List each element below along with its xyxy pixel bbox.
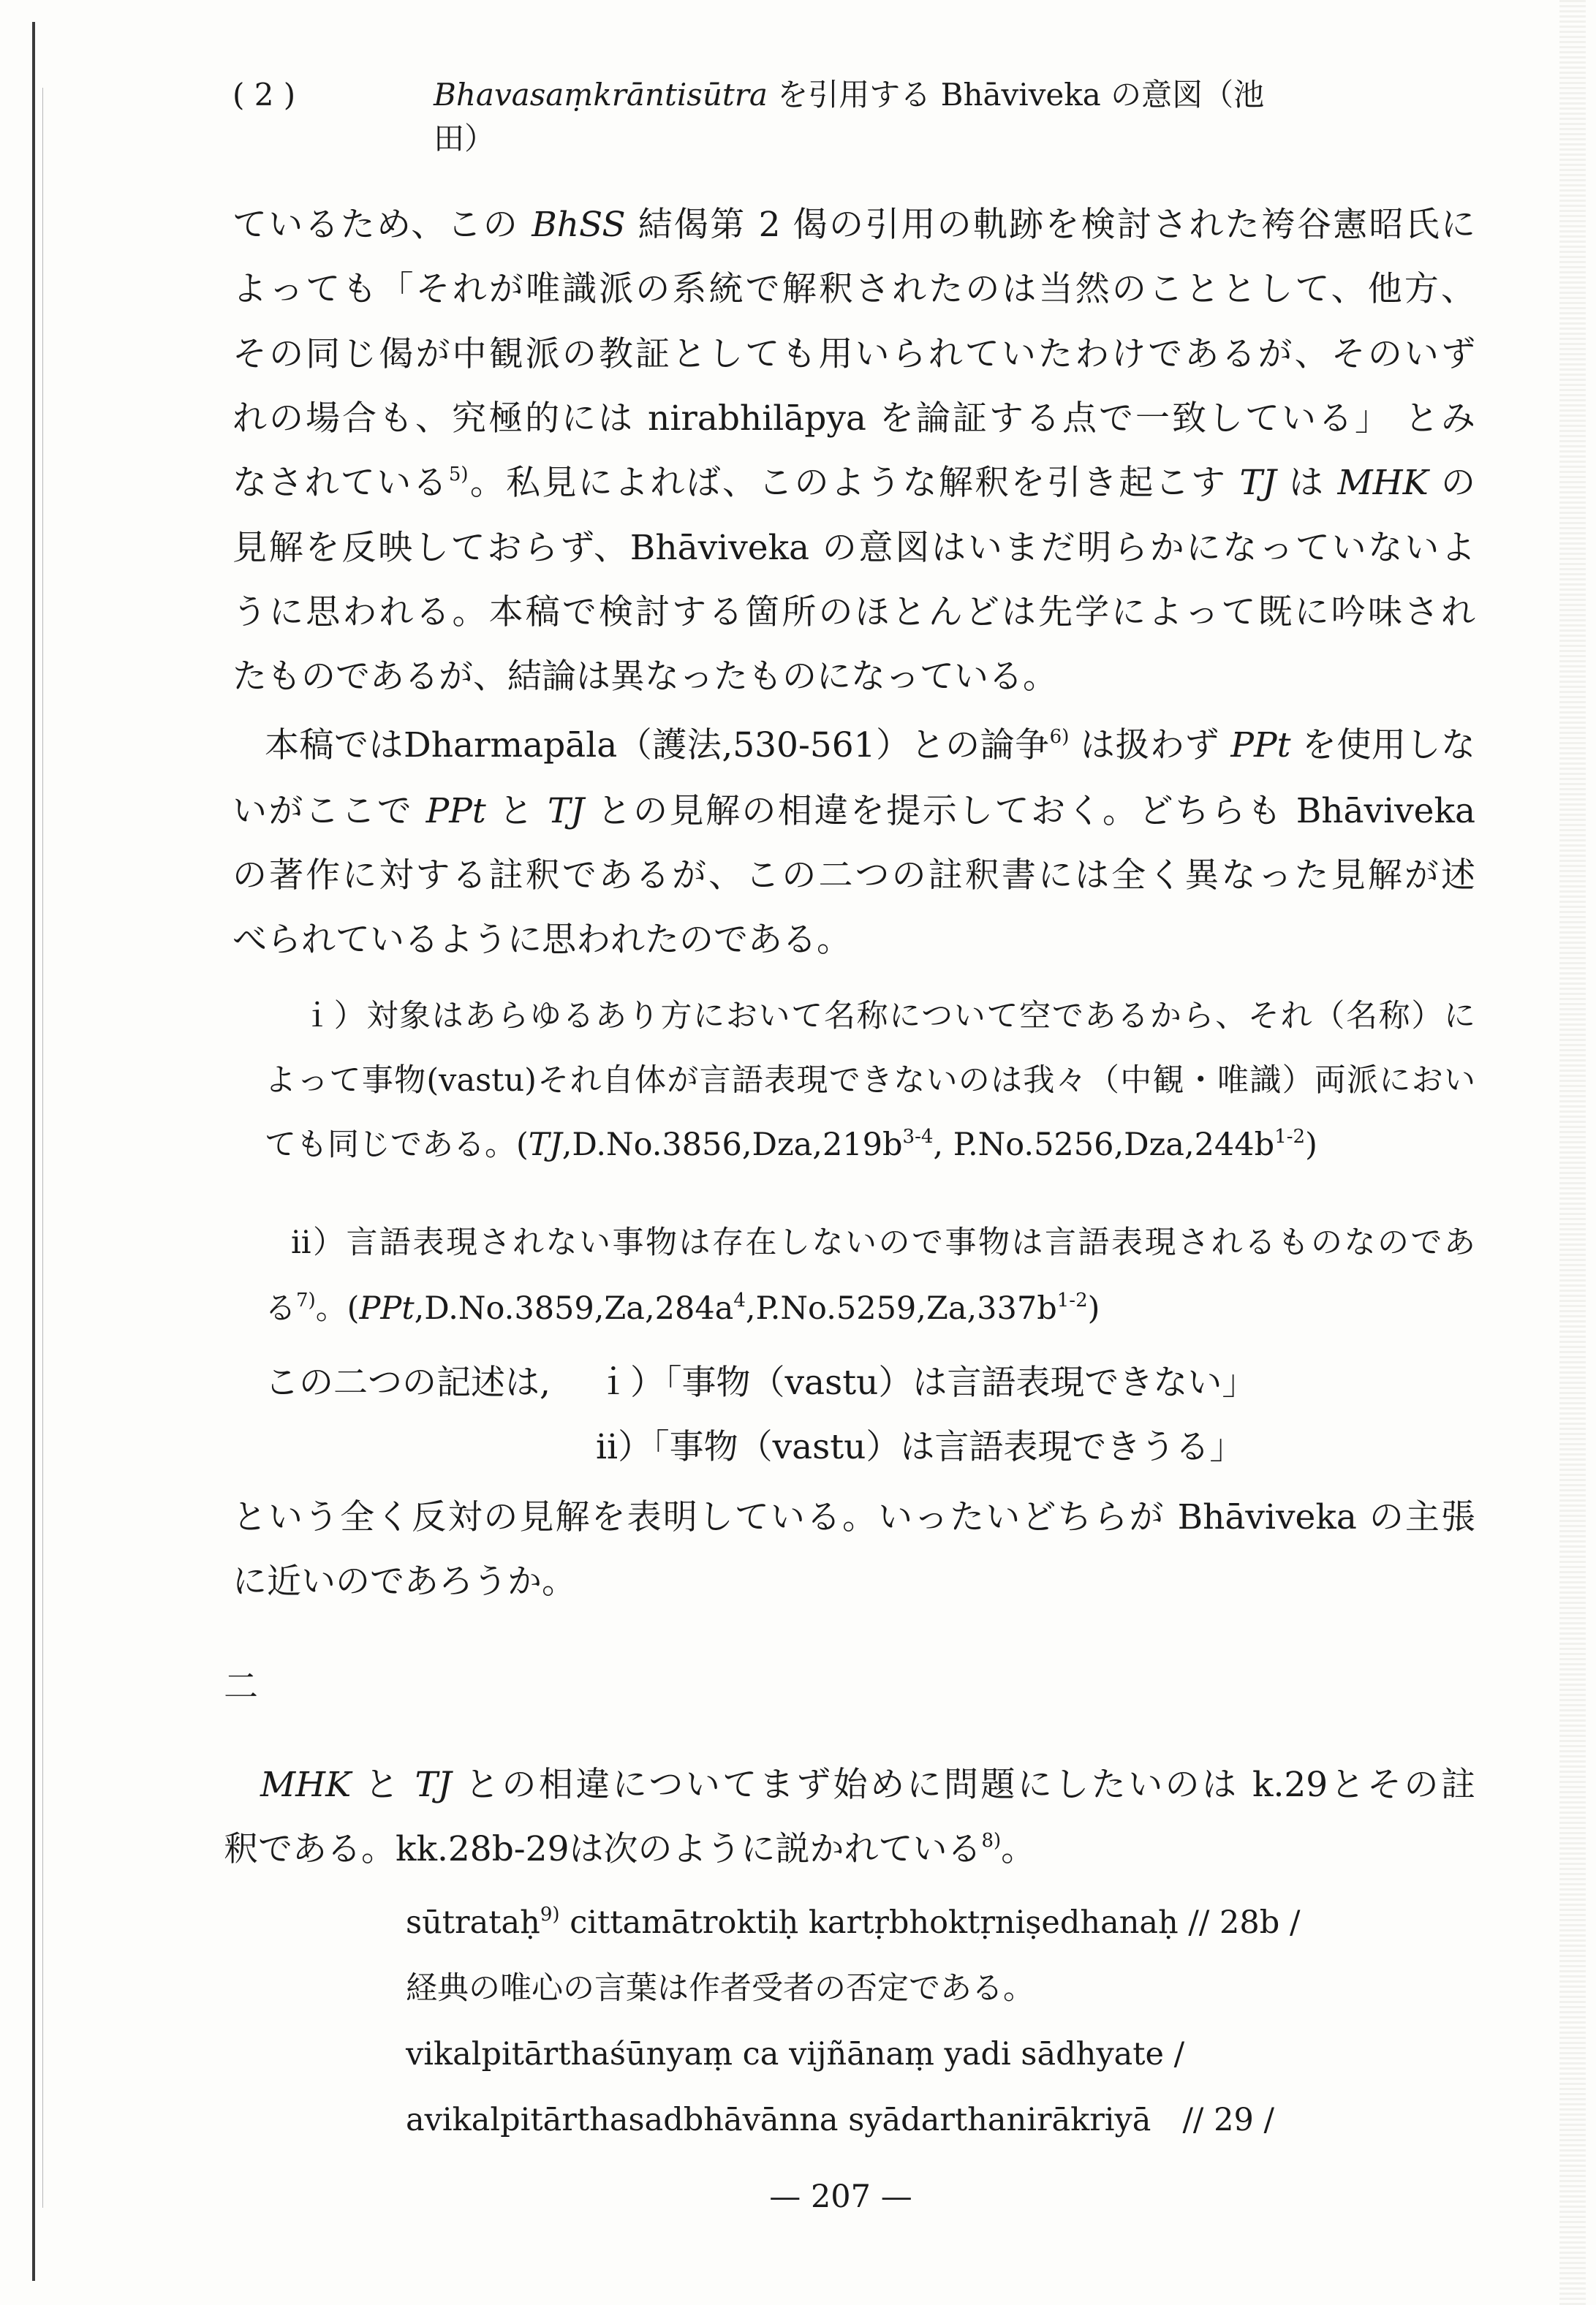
body-line: の著作に対する註釈であるが、この二つの註釈書には全く異なった見解が述 bbox=[232, 855, 1475, 896]
footnote-ref: 9) bbox=[540, 1903, 560, 1926]
body-line: ているため、この BhSS 結偈第 2 偈の引用の軌跡を検討された袴谷憲昭氏に bbox=[232, 205, 1475, 245]
body-line: べられているように思われたのである。 bbox=[232, 920, 851, 960]
body-line: たものであるが、結論は異なったものになっている。 bbox=[232, 656, 1057, 697]
body-line: 見解を反映しておらず、Bhāviveka の意図はいまだ明らかになっていないよ bbox=[232, 528, 1475, 568]
compare-line: ｉ）「事物（vastu）は言語表現できない」 bbox=[596, 1363, 1257, 1403]
body-line: その同じ偈が中観派の教証としても用いられていたわけであるが、そのいず bbox=[232, 334, 1475, 374]
footnote-ref: 8) bbox=[981, 1830, 1002, 1852]
quote-line: ｉ）対象はあらゆるあり方において名称について空であるから、それ（名称）に bbox=[301, 998, 1475, 1034]
body-line: なされている$^{5)}$。私見によれば、このような解釈を引き起こす TJ は MHK の bbox=[232, 463, 1475, 503]
binding-edge bbox=[32, 22, 35, 2281]
section-heading: 二 bbox=[224, 1667, 258, 1707]
verse-line: sūtrataḥ$^{9)}$ cittamātroktiḥ kartṛbhoktṛniṣedhanaḥ // 28b / bbox=[406, 1903, 1301, 1941]
quote-line: ii）言語表現されない事物は存在しないので事物は言語表現されるものなのであ bbox=[291, 1225, 1475, 1261]
body-line: 釈である。kk.28b-29は次のように説かれている$^{8)}$。 bbox=[224, 1829, 1036, 1869]
page-edge-texture bbox=[1559, 0, 1586, 2305]
body-line: という全く反対の見解を表明している。いったいどちらが Bhāviveka の主張 bbox=[232, 1497, 1475, 1537]
footnote-ref: 7) bbox=[296, 1289, 316, 1312]
quote-line: る$^{7)}$。$(PPt,D.No.3859,Za,284a^4,P.No.5259,Za,337b^{1-2})$ bbox=[265, 1289, 1100, 1327]
body-line: に近いのであろうか。 bbox=[232, 1562, 576, 1602]
body-line: れの場合も、究極的には nirabhilāpya を論証する点で一致している」 とみ bbox=[232, 398, 1475, 439]
footnote-ref: 5) bbox=[448, 463, 469, 486]
verse-line: avikalpitārthasadbhāvānna syādarthanirākriyā // 29 / bbox=[406, 2102, 1274, 2138]
body-line: うに思われる。本稿で検討する箇所のほとんどは先学によって既に吟味され bbox=[232, 592, 1475, 632]
binding-shadow bbox=[42, 88, 43, 2208]
body-line: 本稿ではDharmapāla（護法,530-561）との論争$^{6)}$ は扱わず PPt を使用しな bbox=[265, 725, 1475, 765]
page-footer-number: — 207 — bbox=[769, 2179, 912, 2215]
footnote-ref: 6) bbox=[1049, 726, 1070, 749]
body-line: よっても「それが唯識派の系統で解釈されたのは当然のこととして、他方、 bbox=[232, 269, 1475, 309]
compare-line: この二つの記述は, bbox=[265, 1363, 551, 1403]
running-header bbox=[232, 73, 1278, 156]
quote-line: よって事物(vastu)それ自体が言語表現できないのは我々（中観・唯識）両派におい bbox=[265, 1062, 1475, 1099]
body-line: MHK と TJ との相違についてまず始めに問題にしたいのは k.29とその註 bbox=[260, 1765, 1475, 1805]
header-page-number: ( 2 ) bbox=[232, 77, 296, 113]
body-line: いがここで PPt と TJ との見解の相違を提示しておく。どちらも Bhāviveka bbox=[232, 791, 1475, 831]
header-title: Bhavasaṃkrāntisūtra を引用する Bhāviveka の意図（池田） bbox=[434, 77, 1265, 156]
verse-line: vikalpitārthaśūnyaṃ ca vijñānaṃ yadi sādhyate / bbox=[406, 2036, 1185, 2073]
verse-translation: 経典の唯心の言葉は作者受者の否定である。 bbox=[406, 1970, 1035, 2007]
quote-line: ても同じである。($TJ,D.No.3856,Dza,219b^{3-4}$, $P.No.5256,Dza,244b^{1-2}$) bbox=[265, 1125, 1317, 1163]
compare-line: ii）「事物（vastu）は言語表現できうる」 bbox=[596, 1427, 1244, 1467]
